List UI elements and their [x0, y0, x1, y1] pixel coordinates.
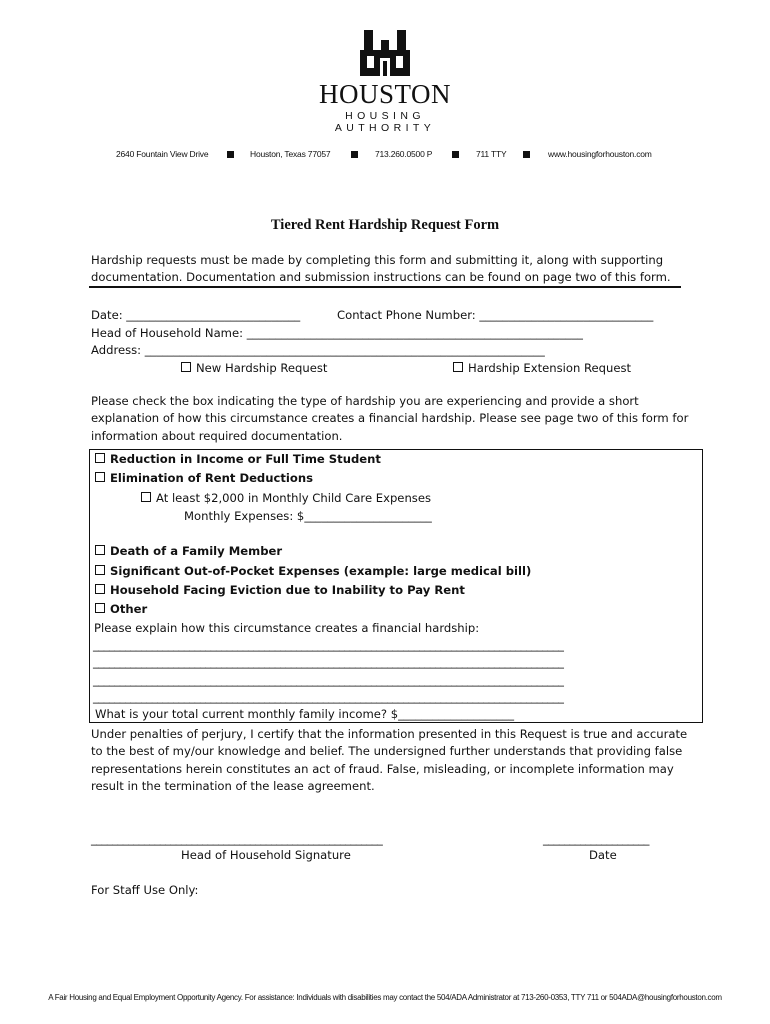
checkbox-icon[interactable] — [95, 565, 105, 575]
contact-phone-field[interactable]: Contact Phone Number: ______________________________ — [337, 308, 654, 322]
date-field[interactable]: Date: ______________________________ — [91, 308, 301, 322]
blank-line[interactable]: ________________________________________________________________________________________ — [93, 655, 564, 670]
new-hardship-checkbox[interactable] — [181, 360, 327, 377]
checkbox-icon[interactable] — [181, 362, 191, 372]
income-reduction-checkbox[interactable] — [95, 451, 381, 468]
explain-label: Please explain how this circumstance creates a financial hardship: — [94, 621, 480, 635]
checkbox-icon[interactable] — [453, 362, 463, 372]
street-address: 2640 Fountain View Drive — [116, 149, 209, 159]
separator-square-icon — [523, 151, 530, 158]
checkbox-icon[interactable] — [95, 472, 105, 482]
separator-square-icon — [227, 151, 234, 158]
checkbox-label: At least $2,000 in Monthly Child Care Expenses — [156, 491, 432, 505]
date-label: Date — [589, 848, 617, 862]
checkbox-label: Hardship Extension Request — [468, 361, 632, 375]
address-field[interactable]: Address: _____________________________________________________________________ — [91, 343, 545, 357]
instructions-text — [91, 393, 688, 445]
separator-square-icon — [452, 151, 459, 158]
certification-line: result in the termination of the lease agreement. — [91, 779, 375, 794]
city-state: Houston, Texas 77057 — [250, 149, 331, 159]
staff-use-label: For Staff Use Only: — [91, 883, 199, 897]
eviction-checkbox[interactable] — [95, 582, 465, 599]
instruction-line: information about required documentation. — [91, 428, 343, 443]
intro-line: Hardship requests must be made by completing this form and submitting it, along with supporting — [91, 253, 664, 267]
signature-line[interactable]: _______________________________________________________ — [91, 832, 383, 846]
intro-line: documentation. Documentation and submission instructions can be found on page two of this form. — [91, 270, 671, 285]
checkbox-icon[interactable] — [95, 603, 105, 613]
signature-label: Head of Household Signature — [181, 848, 351, 862]
tty-number: 711 TTY — [476, 149, 507, 159]
certification-text — [91, 726, 687, 796]
instruction-line: Please check the box indicating the type of hardship you are experiencing and provide a short — [91, 394, 639, 408]
death-checkbox[interactable] — [95, 543, 282, 560]
child-care-checkbox[interactable] — [141, 490, 431, 507]
logo — [300, 28, 470, 134]
monthly-income-field[interactable]: What is your total current monthly family income? $____________________ — [95, 707, 515, 721]
explanation-lines[interactable] — [93, 637, 564, 707]
other-checkbox[interactable] — [95, 601, 147, 618]
checkbox-label: Other — [110, 602, 148, 616]
certification-line: representations herein constitutes an act of fraud. False, misleading, or incomplete information may — [91, 761, 674, 776]
checkbox-icon[interactable] — [95, 545, 105, 555]
instruction-line: explanation of how this circumstance creates a financial hardship. Please see page two of this form for — [91, 411, 689, 426]
section-divider — [89, 286, 681, 288]
checkbox-label: New Hardship Request — [196, 361, 328, 375]
checkbox-label: Reduction in Income or Full Time Student — [110, 452, 381, 466]
date-signature-line[interactable]: ____________________ — [543, 832, 649, 846]
footer-text: A Fair Housing and Equal Employment Opportunity Agency. For assistance: Individuals with disabilities may contact the 504/ADA Administrator at 713-260-0353, TTY 711 or 504ADA@housingforhouston.com — [48, 993, 722, 1002]
certification-line: to the best of my/our knowledge and belief. The undersigned further understands that providing false — [91, 744, 683, 759]
checkbox-label: Household Facing Eviction due to Inability to Pay Rent — [110, 583, 465, 597]
logo-building-icon — [358, 28, 412, 78]
blank-line[interactable]: ________________________________________________________________________________________ — [93, 638, 564, 652]
blank-line[interactable]: ________________________________________________________________________________________ — [93, 672, 564, 687]
checkbox-label: Elimination of Rent Deductions — [110, 471, 313, 485]
website-link[interactable]: www.housingforhouston.com — [548, 149, 652, 159]
checkbox-icon[interactable] — [95, 453, 105, 463]
phone-number: 713.260.0500 P — [375, 149, 433, 159]
certification-line: Under penalties of perjury, I certify that the information presented in this Request is true and accurate — [91, 727, 688, 741]
org-name: HOUSTON — [318, 79, 451, 109]
intro-text — [91, 252, 671, 287]
monthly-expenses-field[interactable]: Monthly Expenses: $______________________ — [184, 509, 432, 523]
deductions-checkbox[interactable] — [95, 470, 313, 487]
separator-square-icon — [351, 151, 358, 158]
checkbox-label: Death of a Family Member — [110, 544, 283, 558]
checkbox-icon[interactable] — [141, 492, 151, 502]
blank-line[interactable]: ________________________________________________________________________________________ — [93, 690, 564, 705]
org-subtitle: HOUSING AUTHORITY — [334, 110, 436, 134]
checkbox-label: Significant Out-of-Pocket Expenses (example: large medical bill) — [110, 564, 532, 578]
out-of-pocket-checkbox[interactable] — [95, 563, 531, 580]
head-of-household-field[interactable]: Head of Household Name: __________________________________________________________ — [91, 326, 583, 340]
checkbox-icon[interactable] — [95, 584, 105, 594]
extension-checkbox[interactable] — [453, 360, 631, 377]
form-title: Tiered Rent Hardship Request Form — [270, 217, 500, 233]
